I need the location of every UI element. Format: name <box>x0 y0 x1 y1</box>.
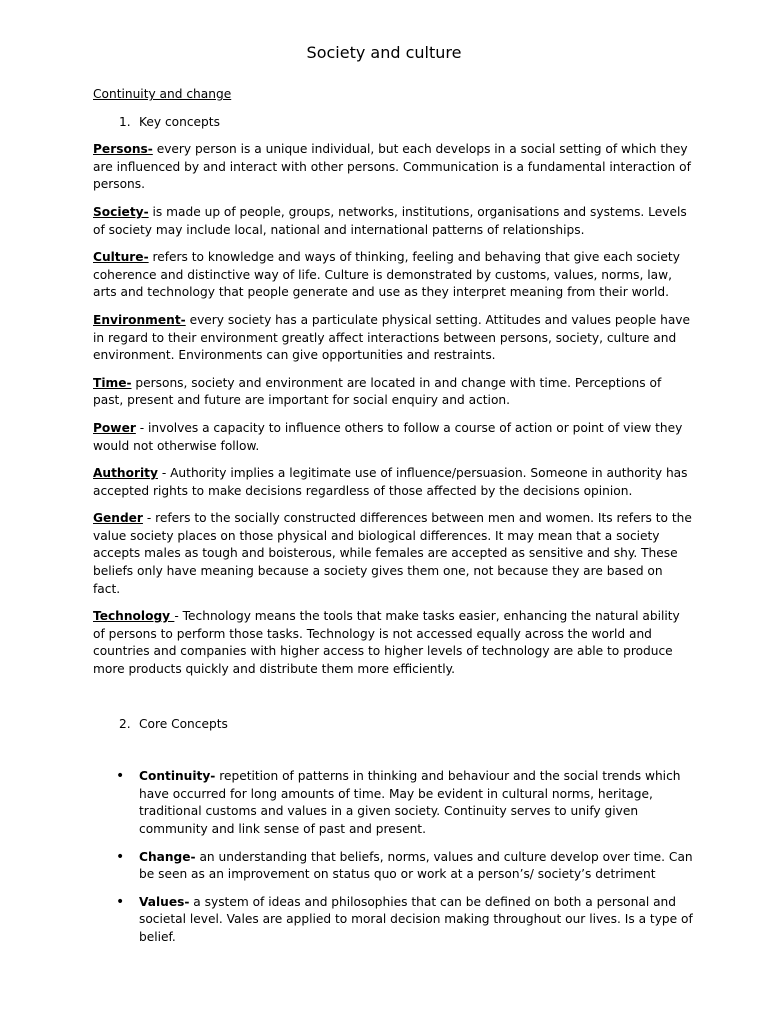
list-label: Core Concepts <box>139 716 228 731</box>
definition-paragraph <box>93 465 693 500</box>
definition-text: - Technology means the tools that make tasks easier, enhancing the natural ability of persons to perform those tasks. Technology is not accessed equally across the world and countries and companies with higher access to higher levels of technology are able to produce more products quickly and distribute them more efficiently. <box>93 609 680 677</box>
list-label: Key concepts <box>139 114 220 129</box>
numbered-item-key-concepts <box>93 114 693 132</box>
definition-paragraph <box>93 204 693 239</box>
definition-term: Authority <box>93 466 158 481</box>
document-title: Society and culture <box>306 43 462 62</box>
definition-text: is made up of people, groups, networks, institutions, organisations and systems. Levels of society may include local, national and international patterns of relationships. <box>93 204 687 237</box>
definition-paragraph <box>93 249 693 302</box>
definition-term: Environment- <box>93 312 186 327</box>
definition-paragraph <box>93 420 693 455</box>
definition-term: Values- <box>139 894 190 909</box>
definition-text: a system of ideas and philosophies that can be defined on both a personal and societal level. Vales are applied to moral decision making throughout our lives. Is a type of belief. <box>139 894 693 944</box>
definition-term: Gender <box>93 511 143 526</box>
bullet-icon: • <box>116 768 125 785</box>
definition-term: Change- <box>139 849 196 864</box>
definition-term: Time- <box>93 375 132 390</box>
definition-text: - refers to the socially constructed differences between men and women. Its refers to the value society places on those physical and biological differences. It may mean that a society accepts males as tough and boisterous, while females are accepted as sensitive and shy. These beliefs only have meaning because a society gives them one, not because they are based on fact. <box>93 511 692 596</box>
list-item <box>93 894 693 947</box>
definition-paragraph <box>93 608 693 678</box>
definition-text: repetition of patterns in thinking and behaviour and the social trends which have occurred for long amounts of time. May be evident in cultural norms, heritage, traditional customs and values in a given society. Continuity serves to unify given community and link sense of past and present. <box>139 769 681 836</box>
section-heading: Continuity and change <box>93 87 232 101</box>
definition-text: an understanding that beliefs, norms, values and culture develop over time. Can be seen as an improvement on status quo or work at a person’s/ society’s detriment <box>139 849 693 882</box>
definition-term: Technology <box>93 609 175 624</box>
definition-paragraph <box>93 375 693 410</box>
definition-paragraph <box>93 312 693 365</box>
definition-term: Culture- <box>93 250 149 265</box>
definition-text: - involves a capacity to influence others to follow a course of action or point of view they would not otherwise follow. <box>93 420 683 453</box>
list-number: 1. <box>119 114 131 129</box>
definition-term: Society- <box>93 204 149 219</box>
core-concepts-list <box>93 768 693 946</box>
numbered-item-core-concepts <box>93 716 693 734</box>
key-concepts-list <box>93 141 693 678</box>
bullet-icon: • <box>116 848 125 865</box>
definition-term: Continuity- <box>139 769 216 784</box>
list-item <box>93 849 693 884</box>
definition-text: every society has a particulate physical setting. Attitudes and values people have in regard to their environment greatly affect interactions between persons, society, culture and environment. Environments can give opportunities and restraints. <box>93 312 690 363</box>
list-number: 2. <box>119 716 131 731</box>
definition-paragraph <box>93 141 693 194</box>
document-body <box>93 86 693 957</box>
definition-term: Persons- <box>93 142 153 157</box>
definition-text: persons, society and environment are located in and change with time. Perceptions of past, present and future are important for social enquiry and action. <box>93 375 662 408</box>
definition-term: Power <box>93 420 136 435</box>
definition-text: every person is a unique individual, but each develops in a social setting of which they are influenced by and interact with other persons. Communication is a fundamental interaction of persons. <box>93 142 691 192</box>
list-item <box>93 768 693 838</box>
definition-text: refers to knowledge and ways of thinking, feeling and behaving that give each society coherence and distinctive way of life. Culture is demonstrated by customs, values, norms, law, arts and technology that people generate and use as they interpret meaning from their world. <box>93 250 680 300</box>
bullet-icon: • <box>116 893 125 910</box>
definition-paragraph <box>93 510 693 598</box>
definition-text: - Authority implies a legitimate use of influence/persuasion. Someone in authority has accepted rights to make decisions regardless of those affected by the decisions opinion. <box>93 466 688 498</box>
